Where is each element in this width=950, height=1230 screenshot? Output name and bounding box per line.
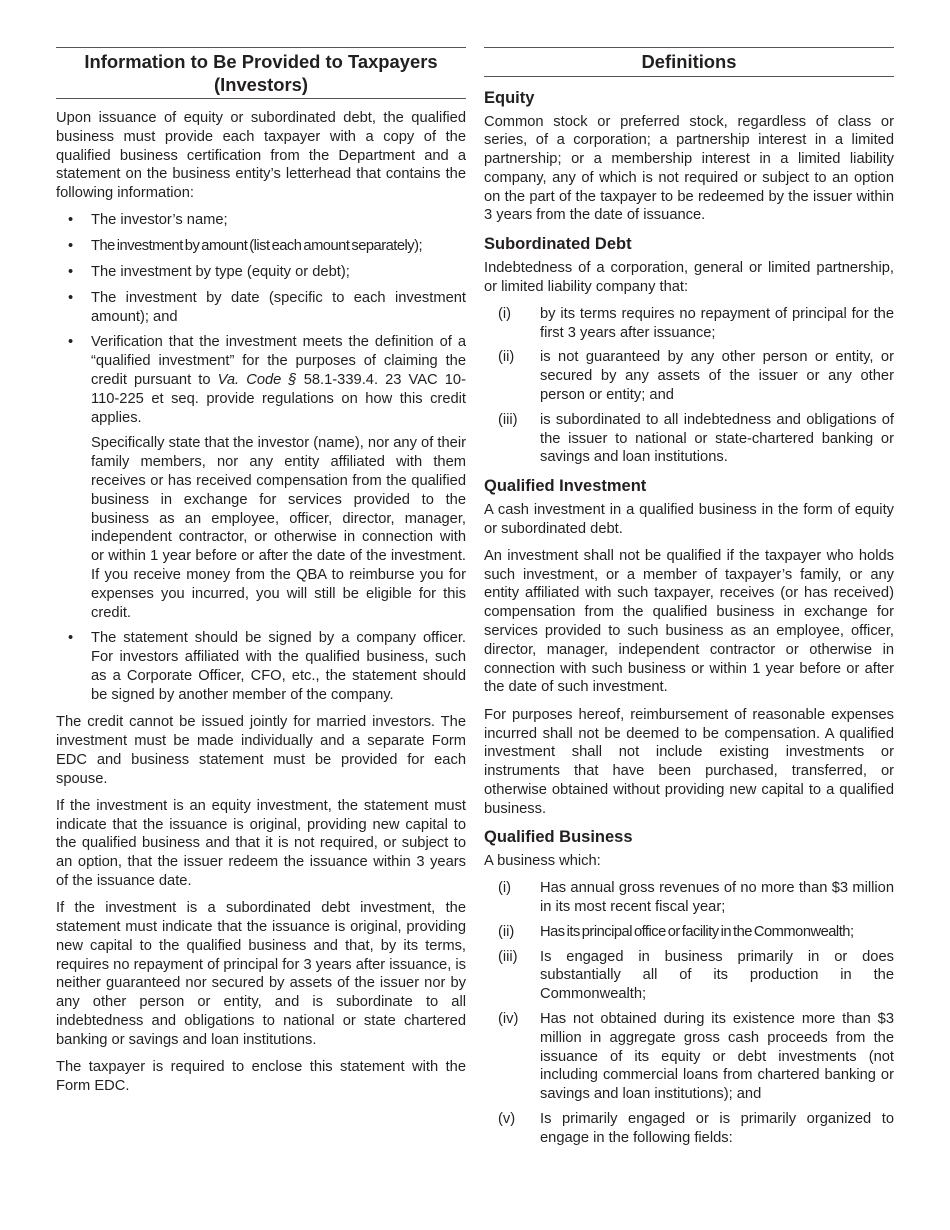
list-item — [484, 948, 894, 1004]
item-text: Has not obtained during its existence more than $3 million in aggregate gross cash proceeds from the issuance of its equity or debt investments (not including commercial loans from chartered banking or savings and loan institutions); and — [540, 1011, 894, 1103]
subordinated-debt-intro: Indebtedness of a corporation, general or limited partnership, or limited liability company that: — [484, 259, 894, 295]
item-number: (v) — [498, 1111, 516, 1128]
qualified-investment-exclusion: An investment shall not be qualified if the taxpayer who holds such investment, or a member of taxpayer’s family, or any entity affiliated with such taxpayer, receives (or has received) compensation from the qualified business in exchange for services provided to such business as an employee, officer, director, manager, independent contractor or otherwise in connection with such business or within 1 year before or after the date of such investment. — [484, 547, 894, 696]
list-item — [484, 879, 894, 917]
bullet-icon: • — [68, 212, 74, 229]
list-item — [56, 629, 466, 704]
qualified-business-list — [484, 879, 894, 1147]
qualified-business-title: Qualified Business — [484, 828, 633, 846]
list-item — [56, 333, 466, 622]
bullet-icon: • — [68, 630, 74, 647]
bullet-icon: • — [68, 289, 74, 306]
subordinated-debt-paragraph: If the investment is a subordinated debt investment, the statement must indicate that the issuance is original, providing new capital to the qualified business and that, by its terms, requires no repayment of principal for 3 years after issuance, is neither guaranteed nor secured by assets of the issuer nor by any other person or entity, and is subordinate to all indebtedness and obligations to national or state chartered banking or savings and loan institutions. — [56, 900, 466, 1048]
list-item — [484, 1110, 894, 1148]
left-column — [56, 47, 466, 1104]
item-text: Has annual gross revenues of no more than $3 million in its most recent fiscal year; — [540, 880, 894, 916]
list-item — [484, 348, 894, 404]
item-text: is subordinated to all indebtedness and obligations of the issuer to national or state-chartered banking or savings and loan institutions. — [540, 411, 894, 466]
bullet-text: The investment by amount (list each amount separately); — [91, 238, 423, 255]
item-number: (ii) — [498, 923, 515, 940]
item-text: is not guaranteed by any other person or entity, or secured by any assets of the issuer or any other person or entity; and — [540, 349, 894, 404]
required-info-list — [56, 211, 466, 704]
signature-requirement: The statement should be signed by a company officer. For investors affiliated with the qualified business, such as a Corporate Officer, CFO, etc., the statement should be signed by another member of the company. — [91, 630, 466, 703]
verification-text-start: Verification that the investment meets the definition of a “qualified investment” for the purposes of claiming the credit pursuant to — [91, 334, 466, 389]
verification-text-end: 58.1-339.4. 23 VAC 10-110-225 et seq. provide regulations on how this credit applies. — [91, 372, 466, 426]
investor-info-heading: Information to Be Provided to Taxpayers (Investors) — [56, 47, 466, 99]
item-text: Has its principal office or facility in the Commonwealth; — [540, 923, 854, 940]
list-item — [484, 305, 894, 343]
va-code-citation: Va. Code § — [217, 372, 297, 389]
item-text: Is primarily engaged or is primarily organized to engage in the following fields: — [540, 1111, 894, 1146]
bullet-text: The investment by type (equity or debt); — [91, 264, 350, 281]
item-number: (iii) — [498, 948, 518, 965]
bullet-icon: • — [68, 264, 74, 281]
bullet-icon: • — [68, 334, 74, 351]
definitions-heading: Definitions — [484, 47, 894, 77]
list-item — [56, 263, 466, 282]
bullet-text: The investment by date (specific to each investment amount); and — [91, 289, 466, 325]
subordinated-debt-title: Subordinated Debt — [484, 234, 632, 253]
married-investors-paragraph: The credit cannot be issued jointly for married investors. The investment must be made individually and a separate Form EDC and business statement must be provided for each spouse. — [56, 714, 466, 787]
bullet-icon: • — [68, 238, 74, 255]
equity-definition: Common stock or preferred stock, regardless of class or series, of a corporation; a partnership interest in a limited partnership; or a membership interest in a limited liability company, any of which is not required or subject to an option on the part of the taxpayer to be redeemed by the issuer within 3 years from the date of issuance. — [484, 113, 894, 224]
list-item — [484, 1010, 894, 1104]
bullet-text: The investor’s name; — [91, 212, 228, 229]
list-item — [484, 923, 894, 942]
item-text: Is engaged in business primarily in or does substantially all of its production in the Commonwealth; — [540, 948, 894, 1003]
compensation-statement: Specifically state that the investor (name), nor any of their family members, nor any entity affiliated with them receives or has received compensation from the qualified business in exchange for services provided to the business as an employee, officer, director, manager, independent contractor, or otherwise in connection with or within 1 year before or after the date of the investment. If you receive money from the QBA to reimburse you for expenses you incurred, you will still be eligible for this credit. — [91, 435, 466, 621]
item-number: (ii) — [498, 349, 515, 366]
item-number: (iii) — [498, 411, 518, 428]
qualified-investment-title: Qualified Investment — [484, 476, 647, 495]
qualified-investment-definition: A cash investment in a qualified business in the form of equity or subordinated debt. — [484, 501, 894, 537]
list-item — [56, 289, 466, 327]
qualified-investment-reimbursement: For purposes hereof, reimbursement of reasonable expenses incurred shall not be deemed to be compensation. A qualified investment shall not include existing investments or instruments that have been purchased, transferred, or otherwise obtained without providing new capital to a qualified business. — [484, 706, 894, 817]
subordinated-debt-list — [484, 305, 894, 467]
list-item — [484, 411, 894, 467]
equity-title: Equity — [484, 88, 535, 107]
item-number: (iv) — [498, 1011, 519, 1028]
item-number: (i) — [498, 305, 512, 322]
list-item — [56, 211, 466, 230]
list-item — [56, 237, 466, 256]
right-column — [484, 47, 894, 1156]
enclose-statement-paragraph: The taxpayer is required to enclose this statement with the Form EDC. — [56, 1059, 466, 1094]
intro-paragraph: Upon issuance of equity or subordinated debt, the qualified business must provide each taxpayer with a copy of the qualified business certification from the Department and a statement on the business entity’s letterhead that contains the following information: — [56, 110, 466, 202]
qualified-business-intro: A business which: — [484, 853, 601, 869]
verification-text — [91, 333, 466, 427]
item-text: by its terms requires no repayment of principal for the first 3 years after issuance; — [540, 305, 894, 341]
equity-investment-paragraph: If the investment is an equity investment, the statement must indicate that the issuance is original, providing new capital to the qualified business and that it is not required, or subject to an option, that the issuer redeem the issuance within 3 years of the issuance date. — [56, 797, 466, 889]
item-number: (i) — [498, 880, 512, 897]
